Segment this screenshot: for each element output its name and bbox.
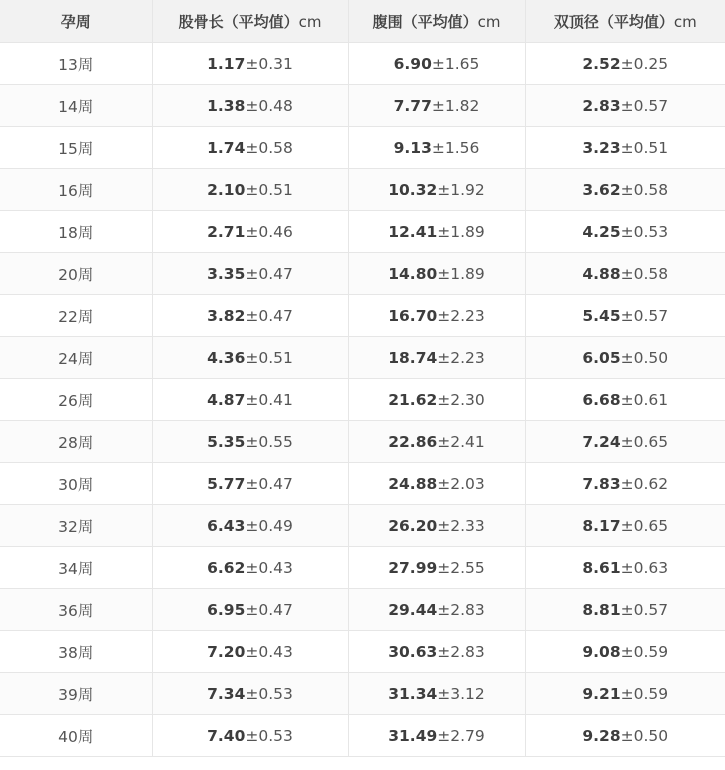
cell-biparietal-diameter xyxy=(525,631,725,673)
biparietal-diameter-mean: 7.24 xyxy=(582,432,621,451)
cell-femur-length xyxy=(152,43,348,85)
femur-length-mean: 3.82 xyxy=(207,306,246,325)
abdominal-circumference-sd: ±1.56 xyxy=(431,138,480,157)
week-value: 20周 xyxy=(58,265,94,284)
table-row xyxy=(0,379,725,421)
femur-length-mean: 7.40 xyxy=(207,726,246,745)
femur-length-mean: 2.71 xyxy=(207,222,246,241)
header-femur-label: 股骨长（平均值） xyxy=(178,12,299,31)
femur-length-sd: ±0.49 xyxy=(245,516,293,535)
biparietal-diameter-mean: 9.08 xyxy=(582,642,621,661)
biparietal-diameter-mean: 3.62 xyxy=(582,180,621,199)
cell-abdominal-circumference xyxy=(348,631,525,673)
abdominal-circumference-sd: ±1.89 xyxy=(437,222,485,241)
table-row xyxy=(0,421,725,463)
cell-femur-length xyxy=(152,715,348,757)
femur-length-mean: 5.35 xyxy=(207,432,246,451)
table-row xyxy=(0,589,725,631)
biparietal-diameter-sd: ±0.59 xyxy=(620,642,669,661)
week-value: 14周 xyxy=(58,97,94,116)
biparietal-diameter-sd: ±0.57 xyxy=(620,306,669,325)
biparietal-diameter-sd: ±0.51 xyxy=(620,138,669,157)
femur-length-mean: 6.62 xyxy=(207,558,246,577)
cell-abdominal-circumference xyxy=(348,253,525,295)
femur-length-sd: ±0.47 xyxy=(245,474,293,493)
table-row xyxy=(0,337,725,379)
abdominal-circumference-mean: 10.32 xyxy=(388,180,438,199)
abdominal-circumference-sd: ±1.65 xyxy=(431,54,480,73)
abdominal-circumference-sd: ±2.33 xyxy=(437,516,485,535)
femur-length-sd: ±0.47 xyxy=(245,600,293,619)
week-value: 16周 xyxy=(58,181,94,200)
cell-biparietal-diameter xyxy=(525,463,725,505)
biparietal-diameter-mean: 9.28 xyxy=(582,726,621,745)
cell-abdominal-circumference xyxy=(348,85,525,127)
abdominal-circumference-sd: ±1.89 xyxy=(437,264,485,283)
cell-week xyxy=(0,295,152,337)
biparietal-diameter-sd: ±0.50 xyxy=(620,726,669,745)
biparietal-diameter-mean: 9.21 xyxy=(582,684,621,703)
week-value: 30周 xyxy=(58,475,94,494)
abdominal-circumference-sd: ±3.12 xyxy=(437,684,485,703)
cell-femur-length xyxy=(152,85,348,127)
abdominal-circumference-sd: ±2.83 xyxy=(437,600,485,619)
cell-week xyxy=(0,379,152,421)
biparietal-diameter-mean: 6.05 xyxy=(582,348,621,367)
week-value: 22周 xyxy=(58,307,94,326)
femur-length-sd: ±0.55 xyxy=(245,432,293,451)
abdominal-circumference-sd: ±2.23 xyxy=(437,348,485,367)
abdominal-circumference-sd: ±2.41 xyxy=(437,432,485,451)
cell-abdominal-circumference xyxy=(348,715,525,757)
table-row xyxy=(0,127,725,169)
cell-biparietal-diameter xyxy=(525,715,725,757)
header-week-label: 孕周 xyxy=(60,12,91,31)
biparietal-diameter-mean: 8.81 xyxy=(582,600,621,619)
cell-week xyxy=(0,127,152,169)
cell-week xyxy=(0,463,152,505)
abdominal-circumference-mean: 29.44 xyxy=(388,600,438,619)
abdominal-circumference-sd: ±1.92 xyxy=(437,180,485,199)
cell-biparietal-diameter xyxy=(525,673,725,715)
table-row xyxy=(0,43,725,85)
cell-femur-length xyxy=(152,169,348,211)
femur-length-mean: 1.74 xyxy=(207,138,246,157)
femur-length-mean: 7.34 xyxy=(207,684,246,703)
cell-abdominal-circumference xyxy=(348,337,525,379)
abdominal-circumference-sd: ±2.83 xyxy=(437,642,485,661)
abdominal-circumference-sd: ±2.55 xyxy=(437,558,485,577)
week-value: 39周 xyxy=(58,685,94,704)
week-value: 24周 xyxy=(58,349,94,368)
biparietal-diameter-sd: ±0.58 xyxy=(620,180,669,199)
biparietal-diameter-mean: 4.88 xyxy=(582,264,621,283)
cell-biparietal-diameter xyxy=(525,547,725,589)
cell-biparietal-diameter xyxy=(525,589,725,631)
cell-week xyxy=(0,211,152,253)
biparietal-diameter-sd: ±0.57 xyxy=(620,96,669,115)
cell-biparietal-diameter xyxy=(525,127,725,169)
biparietal-diameter-sd: ±0.58 xyxy=(620,264,669,283)
header-abdomen-unit: cm xyxy=(477,12,501,31)
biparietal-diameter-mean: 2.83 xyxy=(582,96,621,115)
femur-length-sd: ±0.46 xyxy=(245,222,293,241)
week-value: 28周 xyxy=(58,433,94,452)
abdominal-circumference-mean: 21.62 xyxy=(388,390,438,409)
cell-biparietal-diameter xyxy=(525,85,725,127)
femur-length-sd: ±0.31 xyxy=(245,54,293,73)
header-biparietal-diameter xyxy=(525,0,725,43)
femur-length-mean: 6.95 xyxy=(207,600,246,619)
table-row xyxy=(0,85,725,127)
cell-biparietal-diameter xyxy=(525,421,725,463)
biparietal-diameter-sd: ±0.62 xyxy=(620,474,669,493)
cell-abdominal-circumference xyxy=(348,421,525,463)
cell-femur-length xyxy=(152,337,348,379)
abdominal-circumference-mean: 14.80 xyxy=(388,264,438,283)
biparietal-diameter-sd: ±0.50 xyxy=(620,348,669,367)
cell-abdominal-circumference xyxy=(348,169,525,211)
week-value: 26周 xyxy=(58,391,94,410)
biparietal-diameter-mean: 5.45 xyxy=(582,306,621,325)
femur-length-sd: ±0.48 xyxy=(245,96,293,115)
week-value: 18周 xyxy=(58,223,94,242)
table-row xyxy=(0,715,725,757)
week-value: 15周 xyxy=(58,139,94,158)
femur-length-mean: 2.10 xyxy=(207,180,246,199)
femur-length-sd: ±0.43 xyxy=(245,642,293,661)
header-bpd-unit: cm xyxy=(673,12,697,31)
femur-length-sd: ±0.47 xyxy=(245,306,293,325)
femur-length-sd: ±0.58 xyxy=(245,138,293,157)
abdominal-circumference-sd: ±2.79 xyxy=(437,726,485,745)
abdominal-circumference-sd: ±2.03 xyxy=(437,474,485,493)
biparietal-diameter-mean: 4.25 xyxy=(582,222,621,241)
biparietal-diameter-mean: 7.83 xyxy=(582,474,621,493)
week-value: 34周 xyxy=(58,559,94,578)
femur-length-mean: 4.36 xyxy=(207,348,246,367)
week-value: 32周 xyxy=(58,517,94,536)
cell-abdominal-circumference xyxy=(348,127,525,169)
abdominal-circumference-mean: 9.13 xyxy=(393,138,432,157)
abdominal-circumference-mean: 16.70 xyxy=(388,306,438,325)
week-value: 38周 xyxy=(58,643,94,662)
header-week xyxy=(0,0,152,43)
femur-length-mean: 3.35 xyxy=(207,264,246,283)
femur-length-sd: ±0.51 xyxy=(245,180,293,199)
cell-femur-length xyxy=(152,295,348,337)
biparietal-diameter-sd: ±0.53 xyxy=(620,222,669,241)
cell-biparietal-diameter xyxy=(525,505,725,547)
femur-length-mean: 4.87 xyxy=(207,390,246,409)
abdominal-circumference-sd: ±1.82 xyxy=(431,96,480,115)
cell-femur-length xyxy=(152,547,348,589)
femur-length-sd: ±0.53 xyxy=(245,684,293,703)
header-abdomen-label: 腹围（平均值） xyxy=(372,12,478,31)
cell-femur-length xyxy=(152,673,348,715)
cell-biparietal-diameter xyxy=(525,337,725,379)
week-value: 13周 xyxy=(58,55,94,74)
cell-biparietal-diameter xyxy=(525,295,725,337)
table-row xyxy=(0,253,725,295)
cell-abdominal-circumference xyxy=(348,43,525,85)
cell-week xyxy=(0,169,152,211)
cell-abdominal-circumference xyxy=(348,211,525,253)
cell-week xyxy=(0,589,152,631)
table-row xyxy=(0,211,725,253)
header-abdominal-circumference xyxy=(348,0,525,43)
cell-abdominal-circumference xyxy=(348,463,525,505)
biparietal-diameter-sd: ±0.25 xyxy=(620,54,669,73)
biparietal-diameter-mean: 8.17 xyxy=(582,516,621,535)
cell-week xyxy=(0,673,152,715)
abdominal-circumference-mean: 31.34 xyxy=(388,684,438,703)
cell-week xyxy=(0,337,152,379)
cell-biparietal-diameter xyxy=(525,253,725,295)
femur-length-sd: ±0.47 xyxy=(245,264,293,283)
cell-abdominal-circumference xyxy=(348,295,525,337)
cell-biparietal-diameter xyxy=(525,211,725,253)
abdominal-circumference-sd: ±2.30 xyxy=(437,390,485,409)
table-row xyxy=(0,295,725,337)
cell-abdominal-circumference xyxy=(348,379,525,421)
cell-femur-length xyxy=(152,379,348,421)
abdominal-circumference-mean: 24.88 xyxy=(388,474,438,493)
cell-week xyxy=(0,253,152,295)
femur-length-sd: ±0.51 xyxy=(245,348,293,367)
table-row xyxy=(0,463,725,505)
abdominal-circumference-mean: 7.77 xyxy=(393,96,432,115)
cell-week xyxy=(0,421,152,463)
header-femur-length xyxy=(152,0,348,43)
table-row xyxy=(0,505,725,547)
abdominal-circumference-mean: 22.86 xyxy=(388,432,438,451)
cell-abdominal-circumference xyxy=(348,673,525,715)
cell-abdominal-circumference xyxy=(348,547,525,589)
cell-femur-length xyxy=(152,211,348,253)
abdominal-circumference-mean: 6.90 xyxy=(393,54,432,73)
biparietal-diameter-sd: ±0.65 xyxy=(620,432,669,451)
biparietal-diameter-mean: 6.68 xyxy=(582,390,621,409)
femur-length-mean: 1.38 xyxy=(207,96,246,115)
cell-femur-length xyxy=(152,589,348,631)
cell-abdominal-circumference xyxy=(348,589,525,631)
header-row xyxy=(0,0,725,43)
biparietal-diameter-sd: ±0.61 xyxy=(620,390,669,409)
biparietal-diameter-sd: ±0.63 xyxy=(620,558,669,577)
cell-week xyxy=(0,43,152,85)
abdominal-circumference-sd: ±2.23 xyxy=(437,306,485,325)
abdominal-circumference-mean: 26.20 xyxy=(388,516,438,535)
biparietal-diameter-mean: 3.23 xyxy=(582,138,621,157)
cell-femur-length xyxy=(152,505,348,547)
femur-length-mean: 7.20 xyxy=(207,642,246,661)
abdominal-circumference-mean: 18.74 xyxy=(388,348,438,367)
cell-femur-length xyxy=(152,421,348,463)
abdominal-circumference-mean: 27.99 xyxy=(388,558,438,577)
cell-week xyxy=(0,547,152,589)
cell-femur-length xyxy=(152,127,348,169)
cell-week xyxy=(0,85,152,127)
biparietal-diameter-mean: 2.52 xyxy=(582,54,621,73)
cell-femur-length xyxy=(152,253,348,295)
cell-week xyxy=(0,715,152,757)
week-value: 40周 xyxy=(58,727,94,746)
biparietal-diameter-sd: ±0.57 xyxy=(620,600,669,619)
table-row xyxy=(0,631,725,673)
cell-biparietal-diameter xyxy=(525,379,725,421)
cell-biparietal-diameter xyxy=(525,169,725,211)
abdominal-circumference-mean: 12.41 xyxy=(388,222,438,241)
cell-week xyxy=(0,505,152,547)
femur-length-sd: ±0.43 xyxy=(245,558,293,577)
cell-femur-length xyxy=(152,463,348,505)
week-value: 36周 xyxy=(58,601,94,620)
cell-week xyxy=(0,631,152,673)
table-row xyxy=(0,169,725,211)
biparietal-diameter-sd: ±0.59 xyxy=(620,684,669,703)
table-row xyxy=(0,547,725,589)
cell-femur-length xyxy=(152,631,348,673)
cell-biparietal-diameter xyxy=(525,43,725,85)
femur-length-sd: ±0.53 xyxy=(245,726,293,745)
abdominal-circumference-mean: 31.49 xyxy=(388,726,438,745)
femur-length-sd: ±0.41 xyxy=(245,390,293,409)
table-header xyxy=(0,0,725,43)
header-bpd-label: 双顶径（平均值） xyxy=(553,12,674,31)
table-body xyxy=(0,43,725,757)
biparietal-diameter-sd: ±0.65 xyxy=(620,516,669,535)
abdominal-circumference-mean: 30.63 xyxy=(388,642,438,661)
header-femur-unit: cm xyxy=(298,12,322,31)
table-row xyxy=(0,673,725,715)
biparietal-diameter-mean: 8.61 xyxy=(582,558,621,577)
femur-length-mean: 6.43 xyxy=(207,516,246,535)
femur-length-mean: 5.77 xyxy=(207,474,246,493)
femur-length-mean: 1.17 xyxy=(207,54,246,73)
cell-abdominal-circumference xyxy=(348,505,525,547)
